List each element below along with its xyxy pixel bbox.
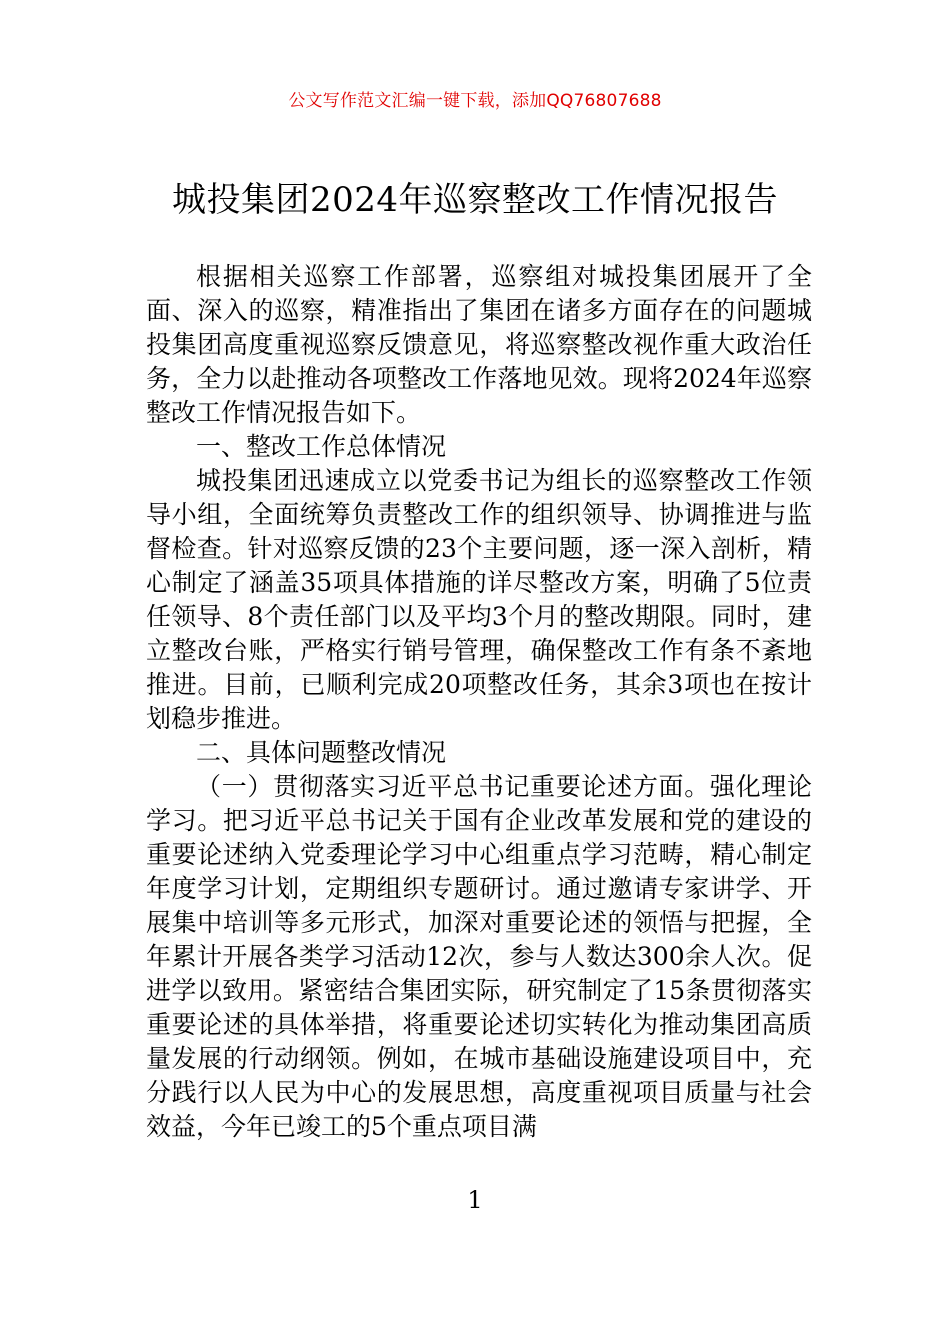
intro-paragraph: 根据相关巡察工作部署，巡察组对城投集团展开了全面、深入的巡察，精准指出了集团在诸多方面存在的问题城投集团高度重视巡察反馈意见，将巡察整改视作重大政治任务，全力以赴推动各项整改工作落地见效。现将2024年巡察整改工作情况报告如下。 (146, 262, 812, 427)
section-heading-2: 二、具体问题整改情况 (196, 738, 447, 767)
section-heading-1: 一、整改工作总体情况 (196, 432, 447, 461)
document-body (146, 260, 812, 1144)
document-title: 城投集团2024年巡察整改工作情况报告 (171, 180, 779, 220)
download-notice: 公文写作范文汇编一键下载，添加QQ76807688 (288, 91, 662, 111)
section-2-paragraph: （一）贯彻落实习近平总书记重要论述方面。强化理论学习。把习近平总书记关于国有企业改革发展和党的建设的重要论述纳入党委理论学习中心组重点学习范畴，精心制定年度学习计划，定期组织专题研讨。通过邀请专家讲学、开展集中培训等多元形式，加深对重要论述的领悟与把握，全年累计开展各类学习活动12次，参与人数达300余人次。促进学以致用。紧密结合集团实际，研究制定了15条贯彻落实重要论述的具体举措，将重要论述切实转化为推动集团高质量发展的行动纲领。例如，在城市基础设施建设项目中，充分践行以人民为中心的发展思想，高度重视项目质量与社会效益，今年已竣工的5个重点项目满 (146, 772, 812, 1141)
page-number: 1 (467, 1186, 483, 1214)
section-1-paragraph: 城投集团迅速成立以党委书记为组长的巡察整改工作领导小组，全面统筹负责整改工作的组织领导、协调推进与监督检查。针对巡察反馈的23个主要问题，逐一深入剖析，精心制定了涵盖35项具体措施的详尽整改方案，明确了5位责任领导、8个责任部门以及平均3个月的整改期限。同时，建立整改台账，严格实行销号管理，确保整改工作有条不紊地推进。目前，已顺利完成20项整改任务，其余3项也在按计划稳步推进。 (146, 466, 812, 733)
